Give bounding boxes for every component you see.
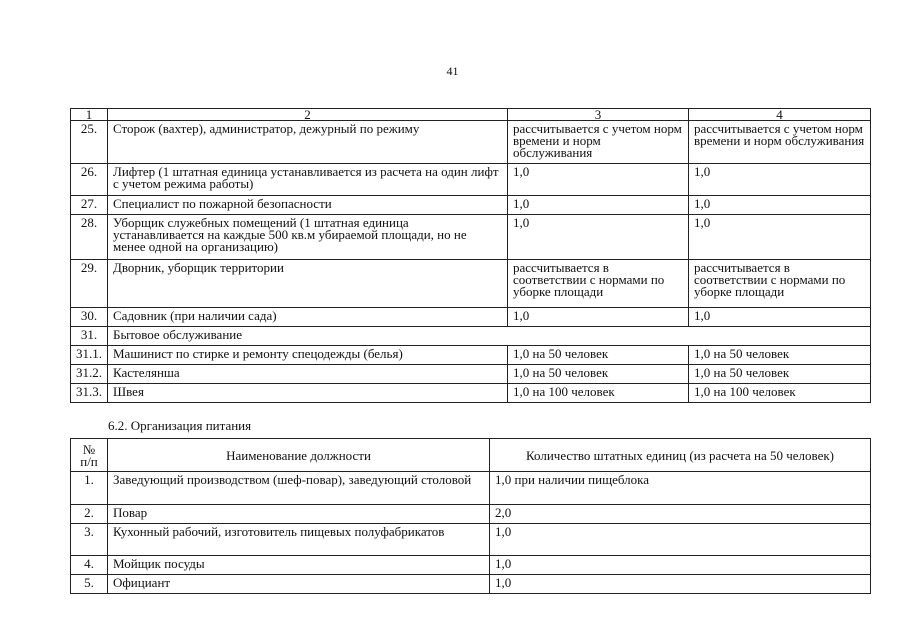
row-number: 28. xyxy=(71,215,108,260)
page-number: 41 xyxy=(446,64,459,78)
position-name: Специалист по пожарной безопасности xyxy=(108,196,508,215)
position-name: Повар xyxy=(108,505,490,524)
row-number: 31.2. xyxy=(71,365,108,384)
section-title: 6.2. Организация питания xyxy=(108,418,252,433)
row-number: 27. xyxy=(71,196,108,215)
position-name: Сторож (вахтер), администратор, дежурный по режиму xyxy=(108,121,508,164)
staff-count: 1,0 xyxy=(490,575,871,594)
position-name: Швея xyxy=(108,384,508,403)
row-number: 5. xyxy=(71,575,108,594)
table-row xyxy=(71,365,871,384)
staff-norm: 1,0 на 100 человек xyxy=(689,384,871,403)
row-number: 31.3. xyxy=(71,384,108,403)
staff-norm: 1,0 xyxy=(689,308,871,327)
column-header: 1 xyxy=(71,109,108,121)
row-number: 25. xyxy=(71,121,108,164)
table-header-row xyxy=(71,439,871,472)
staff-norm: 1,0 на 100 человек xyxy=(508,384,689,403)
staff-norm: рассчитывается в соответствии с нормами по уборке площади xyxy=(689,260,871,308)
row-number: 31.1. xyxy=(71,346,108,365)
position-name: Кухонный рабочий, изготовитель пищевых полуфабрикатов xyxy=(108,524,490,556)
staff-norm: 1,0 xyxy=(508,215,689,260)
column-header-number: № п/п xyxy=(71,439,108,472)
staff-norm: рассчитывается с учетом норм времени и норм обслуживания xyxy=(689,121,871,164)
row-number: 31. xyxy=(71,327,108,346)
table-row xyxy=(71,346,871,365)
table-row xyxy=(71,121,871,164)
row-number: 30. xyxy=(71,308,108,327)
column-header: 4 xyxy=(689,109,871,121)
staff-count: 1,0 при наличии пищеблока xyxy=(490,472,871,505)
table-row xyxy=(71,556,871,575)
table-row xyxy=(71,384,871,403)
staff-norm: рассчитывается с учетом норм времени и норм обслуживания xyxy=(508,121,689,164)
row-number: 29. xyxy=(71,260,108,308)
table-row xyxy=(71,308,871,327)
table-row xyxy=(71,575,871,594)
staff-norm: 1,0 на 50 человек xyxy=(689,365,871,384)
row-number: 26. xyxy=(71,164,108,196)
row-number: 2. xyxy=(71,505,108,524)
staff-norm: 1,0 xyxy=(689,164,871,196)
staff-count: 1,0 xyxy=(490,556,871,575)
position-name: Заведующий производством (шеф-повар), заведующий столовой xyxy=(108,472,490,505)
table-row xyxy=(71,196,871,215)
table-row xyxy=(71,260,871,308)
staff-table xyxy=(70,108,871,403)
section-heading: Бытовое обслуживание xyxy=(108,327,871,346)
position-name: Уборщик служебных помещений (1 штатная единица устанавливается на каждые 500 кв.м убираемой площади, но не менее одной на организацию) xyxy=(108,215,508,260)
table-row xyxy=(71,505,871,524)
column-header: 3 xyxy=(508,109,689,121)
position-name: Лифтер (1 штатная единица устанавливается из расчета на один лифт с учетом режима работы) xyxy=(108,164,508,196)
table-header-row xyxy=(71,109,871,121)
staff-norm: 1,0 xyxy=(689,196,871,215)
row-number: 4. xyxy=(71,556,108,575)
position-name: Садовник (при наличии сада) xyxy=(108,308,508,327)
staff-norm: 1,0 xyxy=(508,164,689,196)
table-row xyxy=(71,215,871,260)
column-header: 2 xyxy=(108,109,508,121)
table-row xyxy=(71,164,871,196)
position-name: Официант xyxy=(108,575,490,594)
row-number: 1. xyxy=(71,472,108,505)
staff-count: 2,0 xyxy=(490,505,871,524)
staff-count: 1,0 xyxy=(490,524,871,556)
staff-norm: 1,0 на 50 человек xyxy=(508,346,689,365)
position-name: Кастелянша xyxy=(108,365,508,384)
catering-table xyxy=(70,438,871,594)
table-row xyxy=(71,524,871,556)
table-row xyxy=(71,327,871,346)
column-header-position: Наименование должности xyxy=(108,439,490,472)
staff-norm: 1,0 xyxy=(689,215,871,260)
column-header-count: Количество штатных единиц (из расчета на 50 человек) xyxy=(490,439,871,472)
staff-norm: 1,0 xyxy=(508,308,689,327)
staff-norm: 1,0 xyxy=(508,196,689,215)
staff-norm: 1,0 на 50 человек xyxy=(689,346,871,365)
position-name: Мойщик посуды xyxy=(108,556,490,575)
table-row xyxy=(71,472,871,505)
staff-norm: рассчитывается в соответствии с нормами по уборке площади xyxy=(508,260,689,308)
staff-norm: 1,0 на 50 человек xyxy=(508,365,689,384)
position-name: Дворник, уборщик территории xyxy=(108,260,508,308)
position-name: Машинист по стирке и ремонту спецодежды (белья) xyxy=(108,346,508,365)
row-number: 3. xyxy=(71,524,108,556)
